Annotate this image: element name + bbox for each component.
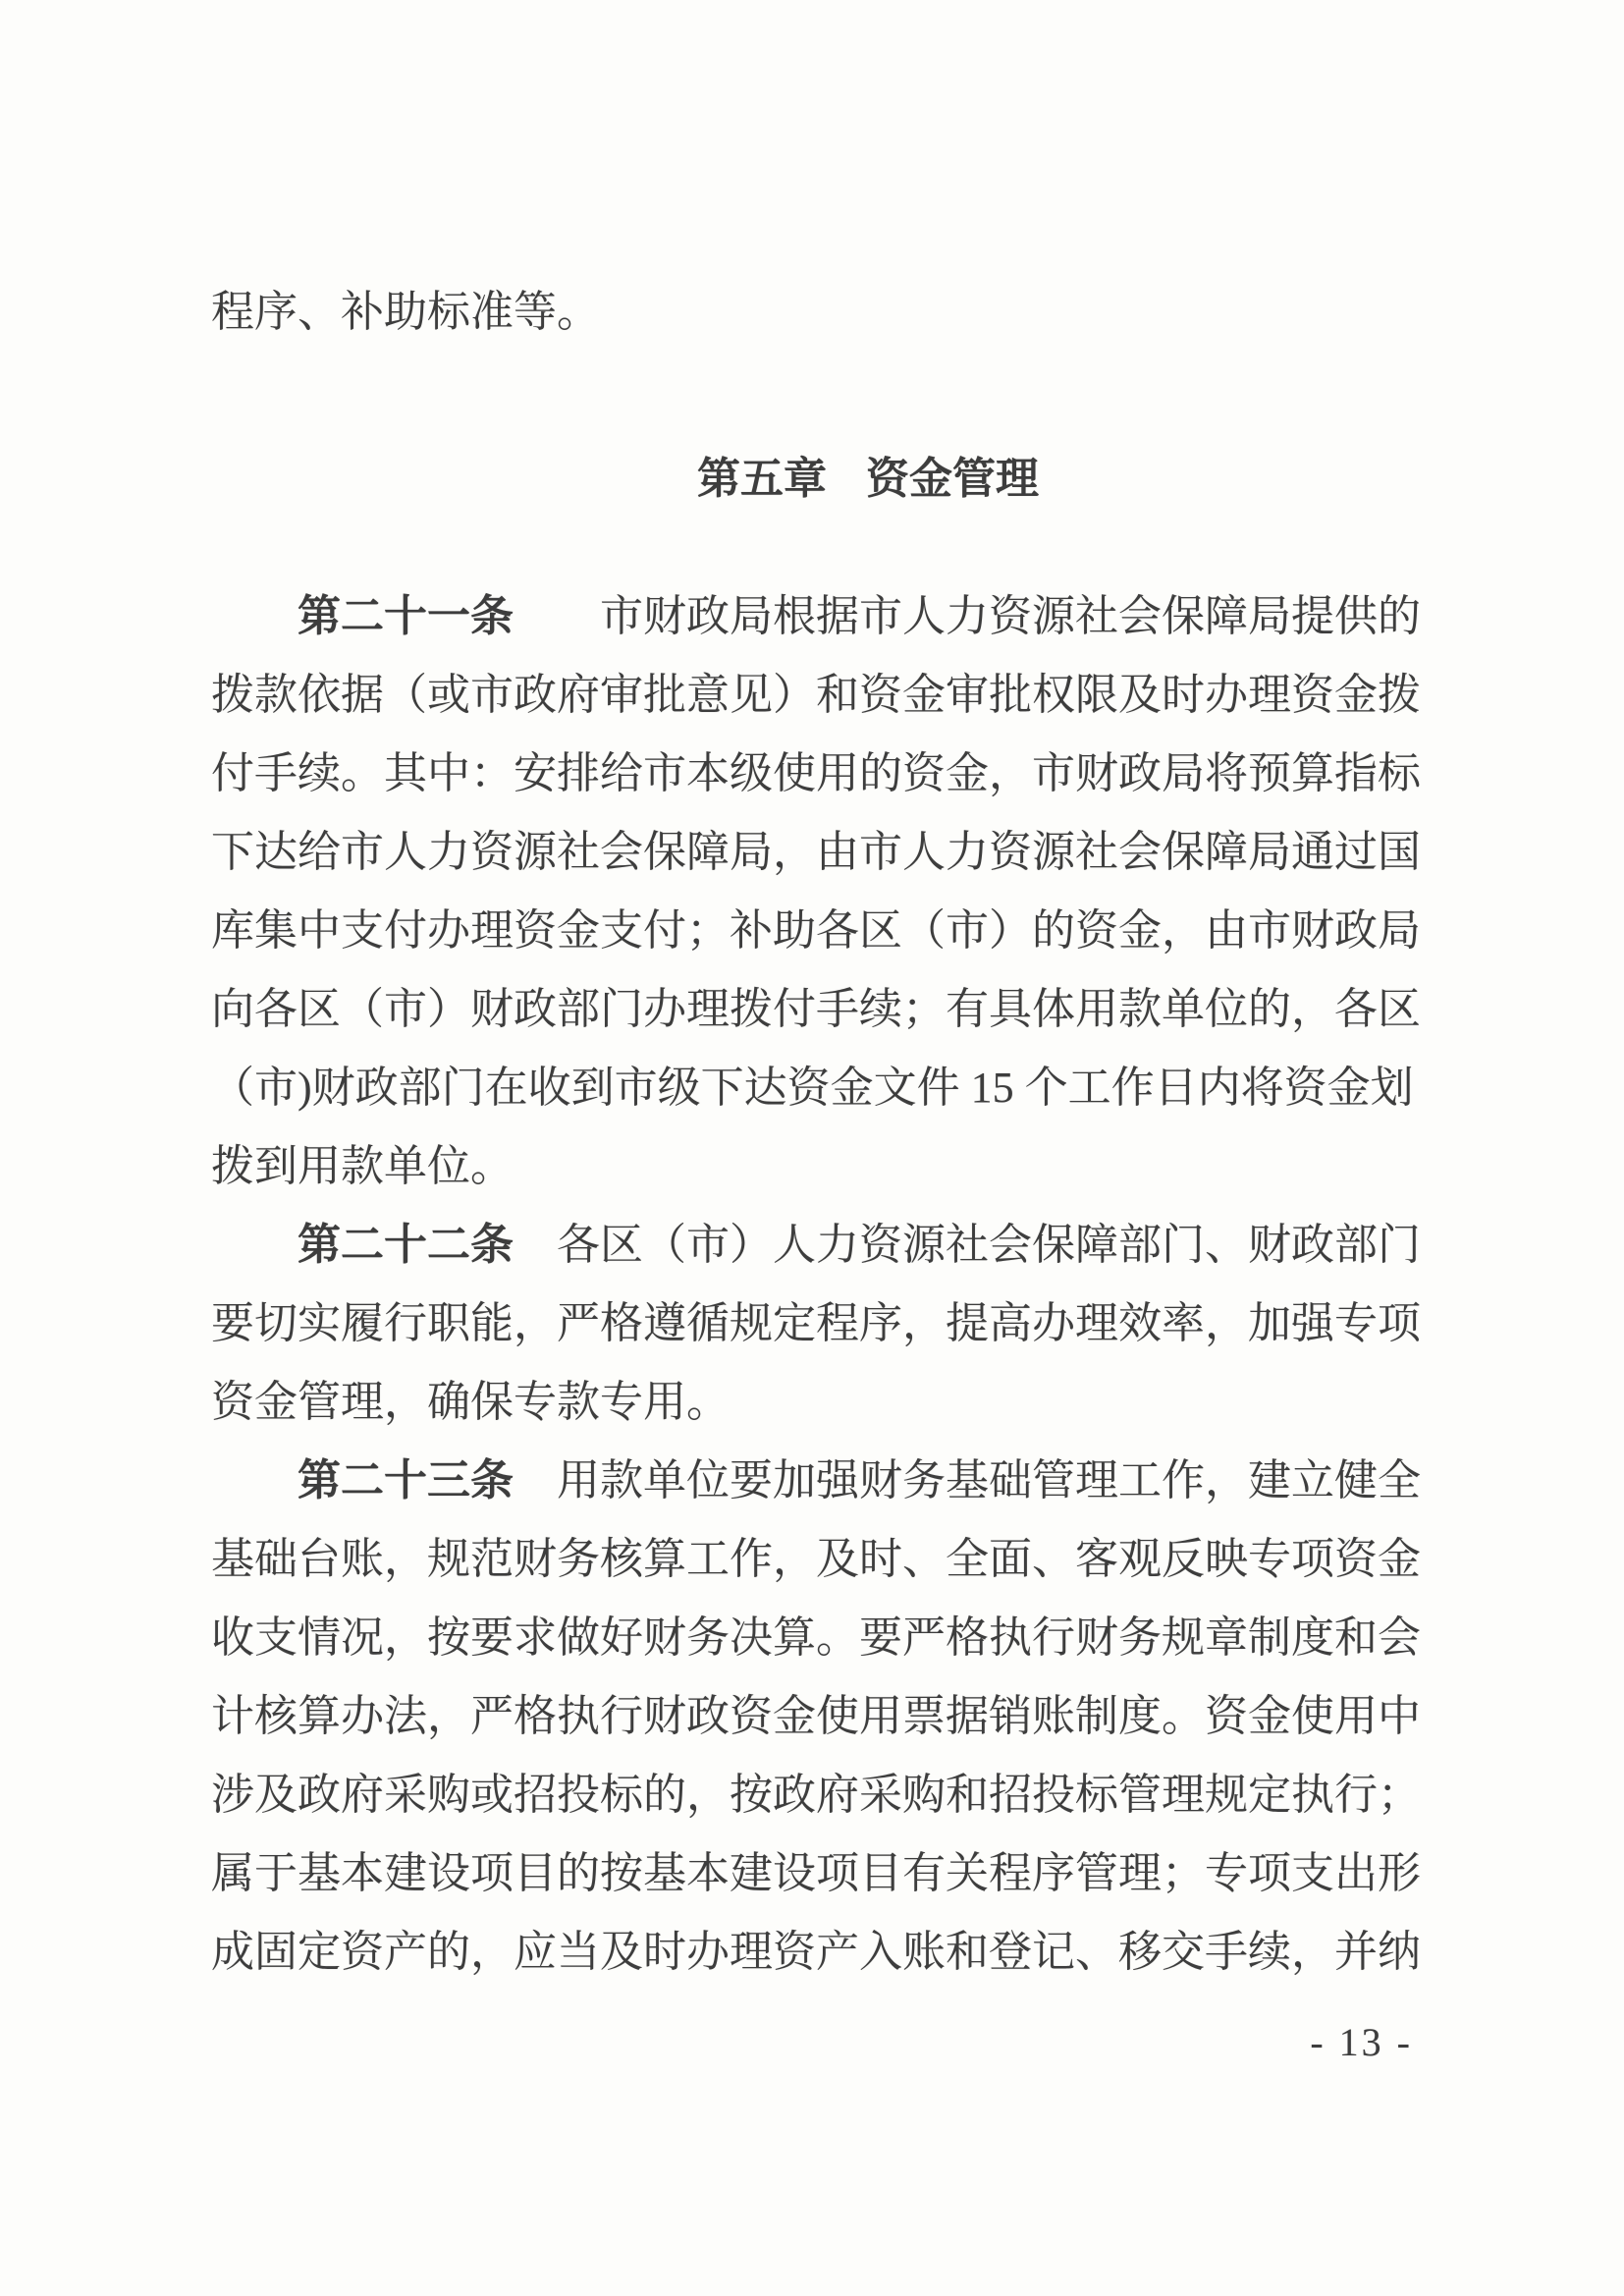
heading-gap — [827, 492, 866, 493]
article-23-line-1 — [211, 1442, 1421, 1520]
article-22-line-1-text: 各区（市）人力资源社会保障部门、财政部门 — [557, 1221, 1421, 1269]
chapter-title: 资金管理 — [866, 455, 1039, 503]
article-23-line-6: 属于基本建设项目的按基本建设项目有关程序管理；专项支出形 — [211, 1849, 1421, 1897]
article-21-line-2: 拨款依据（或市政府审批意见）和资金审批权限及时办理资金拨 — [211, 671, 1421, 719]
page-number: - 13 - — [1310, 2020, 1413, 2064]
article-23-line-1-text: 用款单位要加强财务基础管理工作，建立健全 — [557, 1456, 1421, 1504]
article-22-line-3: 资金管理，确保专款专用。 — [211, 1378, 730, 1426]
article-21-line-1 — [211, 577, 1421, 656]
article-23-line-4: 计核算办法，严格执行财政资金使用票据销账制度。资金使用中 — [211, 1692, 1421, 1740]
article-22-gap — [514, 1258, 557, 1259]
article-22-line-2: 要切实履行职能，严格遵循规定程序，提高办理效率，加强专项 — [211, 1299, 1421, 1347]
article-21-line-7: （市)财政部门在收到市级下达资金文件 15 个工作日内将资金划 — [211, 1064, 1414, 1112]
article-23-number: 第二十三条 — [298, 1456, 514, 1504]
article-23-line-7: 成固定资产的，应当及时办理资产入账和登记、移交手续，并纳 — [211, 1928, 1421, 1976]
intro-line: 程序、补助标准等。 — [211, 288, 600, 336]
article-21-line-6: 向各区（市）财政部门办理拨付手续；有具体用款单位的，各区 — [211, 985, 1421, 1033]
article-21-gap — [514, 629, 600, 630]
article-23-line-3: 收支情况，按要求做好财务决算。要严格执行财务规章制度和会 — [211, 1613, 1421, 1662]
article-23-line-2: 基础台账，规范财务核算工作，及时、全面、客观反映专项资金 — [211, 1535, 1421, 1583]
article-23-line-5: 涉及政府采购或招投标的，按政府采购和招投标管理规定执行； — [211, 1771, 1421, 1819]
article-21-line-3: 付手续。其中：安排给市本级使用的资金，市财政局将预算指标 — [211, 749, 1421, 797]
article-21-line-4: 下达给市人力资源社会保障局，由市人力资源社会保障局通过国 — [211, 828, 1421, 876]
article-21-number: 第二十一条 — [298, 592, 514, 640]
article-22-number: 第二十二条 — [298, 1221, 514, 1269]
chapter-heading — [211, 440, 1421, 519]
article-21-line-5: 库集中支付办理资金支付；补助各区（市）的资金，由市财政局 — [211, 906, 1421, 955]
article-21-line-8: 拨到用款单位。 — [211, 1142, 514, 1190]
article-23-gap — [514, 1494, 557, 1495]
article-21-line-1-text: 市财政局根据市人力资源社会保障局提供的 — [600, 592, 1421, 640]
document-text-block — [211, 273, 1421, 1992]
chapter-number: 第五章 — [697, 455, 827, 503]
article-22-line-1 — [211, 1206, 1421, 1285]
